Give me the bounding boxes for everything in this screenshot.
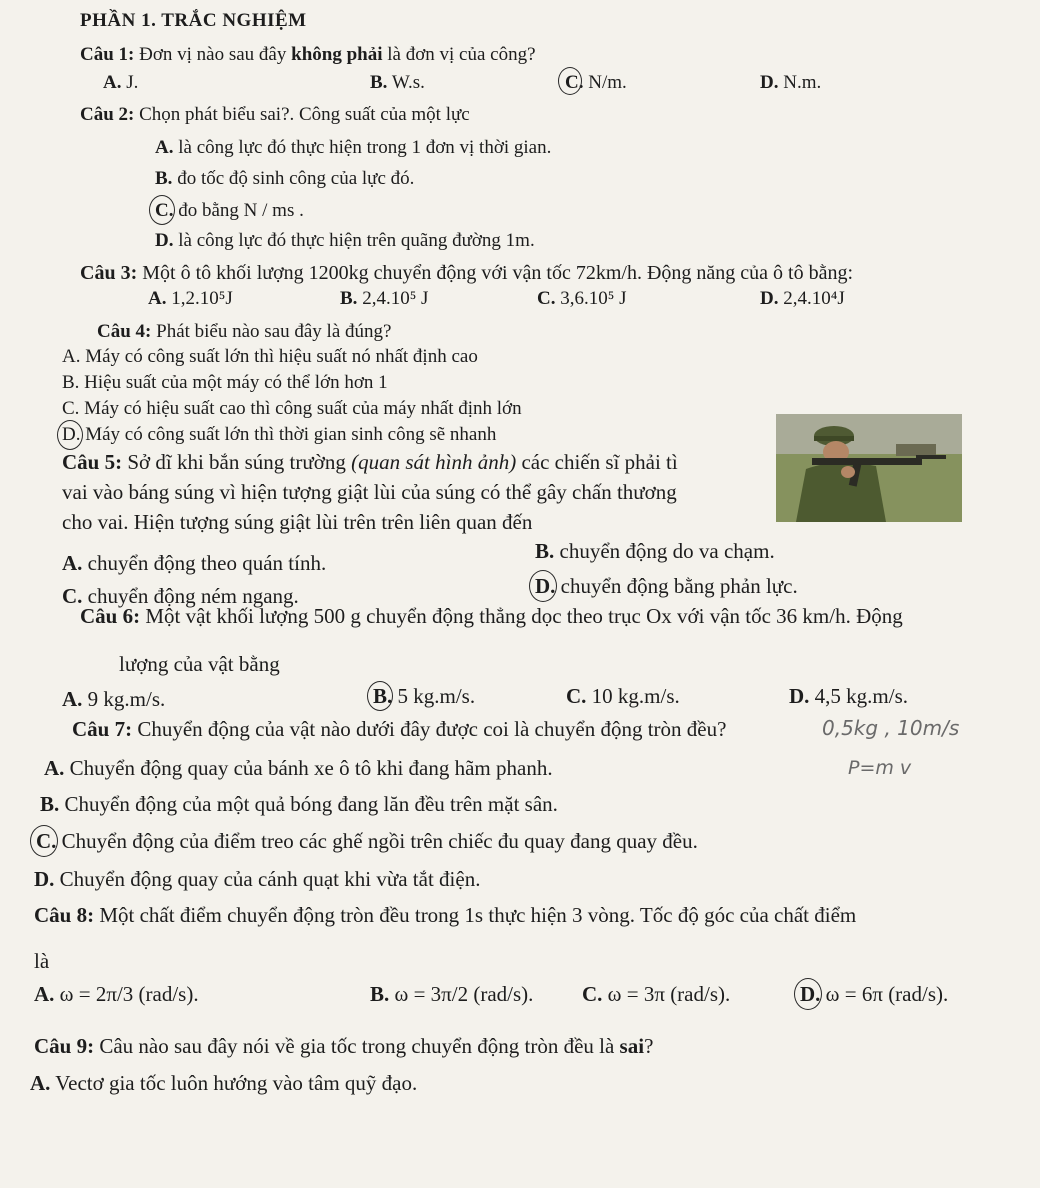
handwritten-note-2: P=m v — [848, 757, 912, 779]
q6-answer-circle — [367, 681, 393, 711]
q8-option-d: D. ω = 6π (rad/s). — [800, 982, 949, 1006]
question-5-line-2: vai vào báng súng vì hiện tượng giật lùi của súng có thể gây chấn thương — [62, 480, 677, 504]
q8-option-a: A. ω = 2π/3 (rad/s). — [34, 982, 199, 1006]
q2-answer-circle — [149, 195, 175, 225]
q3-option-a: A. 1,2.10⁵J — [148, 288, 233, 309]
question-5-line-1: Câu 5: Sở dĩ khi bắn súng trường (quan sát hình ảnh) các chiến sĩ phải tì — [62, 450, 678, 474]
q8-option-b: B. ω = 3π/2 (rad/s). — [370, 982, 534, 1006]
q6-option-c: C. 10 kg.m/s. — [566, 684, 680, 708]
q4-option-a: A. Máy có công suất lớn thì hiệu suất nó nhất định cao — [62, 346, 478, 367]
soldier-rifle-photo — [776, 414, 962, 522]
question-7: Câu 7: Chuyển động của vật nào dưới đây được coi là chuyển động tròn đều? — [72, 717, 727, 741]
question-8-line-2: là — [34, 949, 50, 973]
q5-option-a: A. chuyển động theo quán tính. — [62, 551, 327, 575]
q5-answer-circle — [529, 570, 557, 602]
soldier-illustration — [776, 414, 962, 522]
section-title: PHẦN 1. TRẮC NGHIỆM — [80, 10, 307, 31]
q2-option-d: D. là công lực đó thực hiện trên quãng đường 1m. — [155, 230, 535, 251]
q4-option-c: C. Máy có hiệu suất cao thì công suất của máy nhất định lớn — [62, 398, 522, 419]
question-9: Câu 9: Câu nào sau đây nói về gia tốc trong chuyển động tròn đều là sai? — [34, 1034, 654, 1058]
q7-option-a: A. Chuyển động quay của bánh xe ô tô khi đang hãm phanh. — [44, 756, 553, 780]
question-8-line-1: Câu 8: Một chất điểm chuyển động tròn đều trong 1s thực hiện 3 vòng. Tốc độ góc của chất điểm — [34, 903, 857, 927]
q3-option-b: B. 2,4.10⁵ J — [340, 288, 429, 309]
question-1: Câu 1: Đơn vị nào sau đây không phải là đơn vị của công? — [80, 44, 536, 65]
q9-option-a: A. Vectơ gia tốc luôn hướng vào tâm quỹ đạo. — [30, 1071, 418, 1095]
q7-option-d: D. Chuyển động quay của cánh quạt khi vừa tắt điện. — [34, 867, 481, 891]
q1-answer-circle — [558, 67, 582, 95]
question-3: Câu 3: Một ô tô khối lượng 1200kg chuyển động với vận tốc 72km/h. Động năng của ô tô bằng: — [80, 262, 854, 284]
q1-option-a: A. J. — [103, 72, 139, 93]
q4-option-d: D. Máy có công suất lớn thì thời gian sinh công sẽ nhanh — [62, 424, 497, 445]
q7-option-c: C. Chuyển động của điểm treo các ghế ngồi trên chiếc đu quay đang quay đều. — [36, 829, 698, 853]
q6-option-a: A. 9 kg.m/s. — [62, 687, 166, 711]
q5-option-b: B. chuyển động do va chạm. — [535, 539, 775, 563]
q4-option-b: B. Hiệu suất của một máy có thể lớn hơn 1 — [62, 372, 388, 393]
q2-option-c: C. đo bằng N / ms . — [155, 200, 304, 221]
q6-option-b: B. 5 kg.m/s. — [373, 684, 476, 708]
q3-option-c: C. 3,6.10⁵ J — [537, 288, 627, 309]
q8-option-c: C. ω = 3π (rad/s). — [582, 982, 731, 1006]
q1-option-b: B. W.s. — [370, 72, 425, 93]
question-5-line-3: cho vai. Hiện tượng súng giật lùi trên trên liên quan đến — [62, 510, 533, 534]
q5-option-d: D. chuyển động bằng phản lực. — [535, 574, 798, 598]
question-2: Câu 2: Chọn phát biểu sai?. Công suất của một lực — [80, 104, 470, 125]
question-6-line-2: lượng của vật bằng — [119, 652, 280, 676]
q1-option-d: D. N.m. — [760, 72, 822, 93]
q6-option-d: D. 4,5 kg.m/s. — [789, 684, 909, 708]
q3-option-d: D. 2,4.10⁴J — [760, 288, 845, 309]
q4-answer-circle — [57, 420, 83, 450]
question-4: Câu 4: Phát biểu nào sau đây là đúng? — [97, 321, 392, 342]
q7-answer-circle — [30, 825, 58, 857]
q2-option-b: B. đo tốc độ sinh công của lực đó. — [155, 168, 415, 189]
q2-option-a: A. là công lực đó thực hiện trong 1 đơn vị thời gian. — [155, 137, 552, 158]
handwritten-note-1: 0,5kg , 10m/s — [822, 716, 960, 740]
q1-option-c: C. N/m. — [565, 72, 627, 93]
q7-option-b: B. Chuyển động của một quả bóng đang lăn đều trên mặt sân. — [40, 792, 558, 816]
question-6-line-1: Câu 6: Một vật khối lượng 500 g chuyển động thẳng dọc theo trục Ox với vận tốc 36 km/h. Động — [80, 604, 903, 628]
q8-answer-circle — [794, 978, 822, 1010]
q5-option-c: C. chuyển động ném ngang. — [62, 584, 299, 608]
